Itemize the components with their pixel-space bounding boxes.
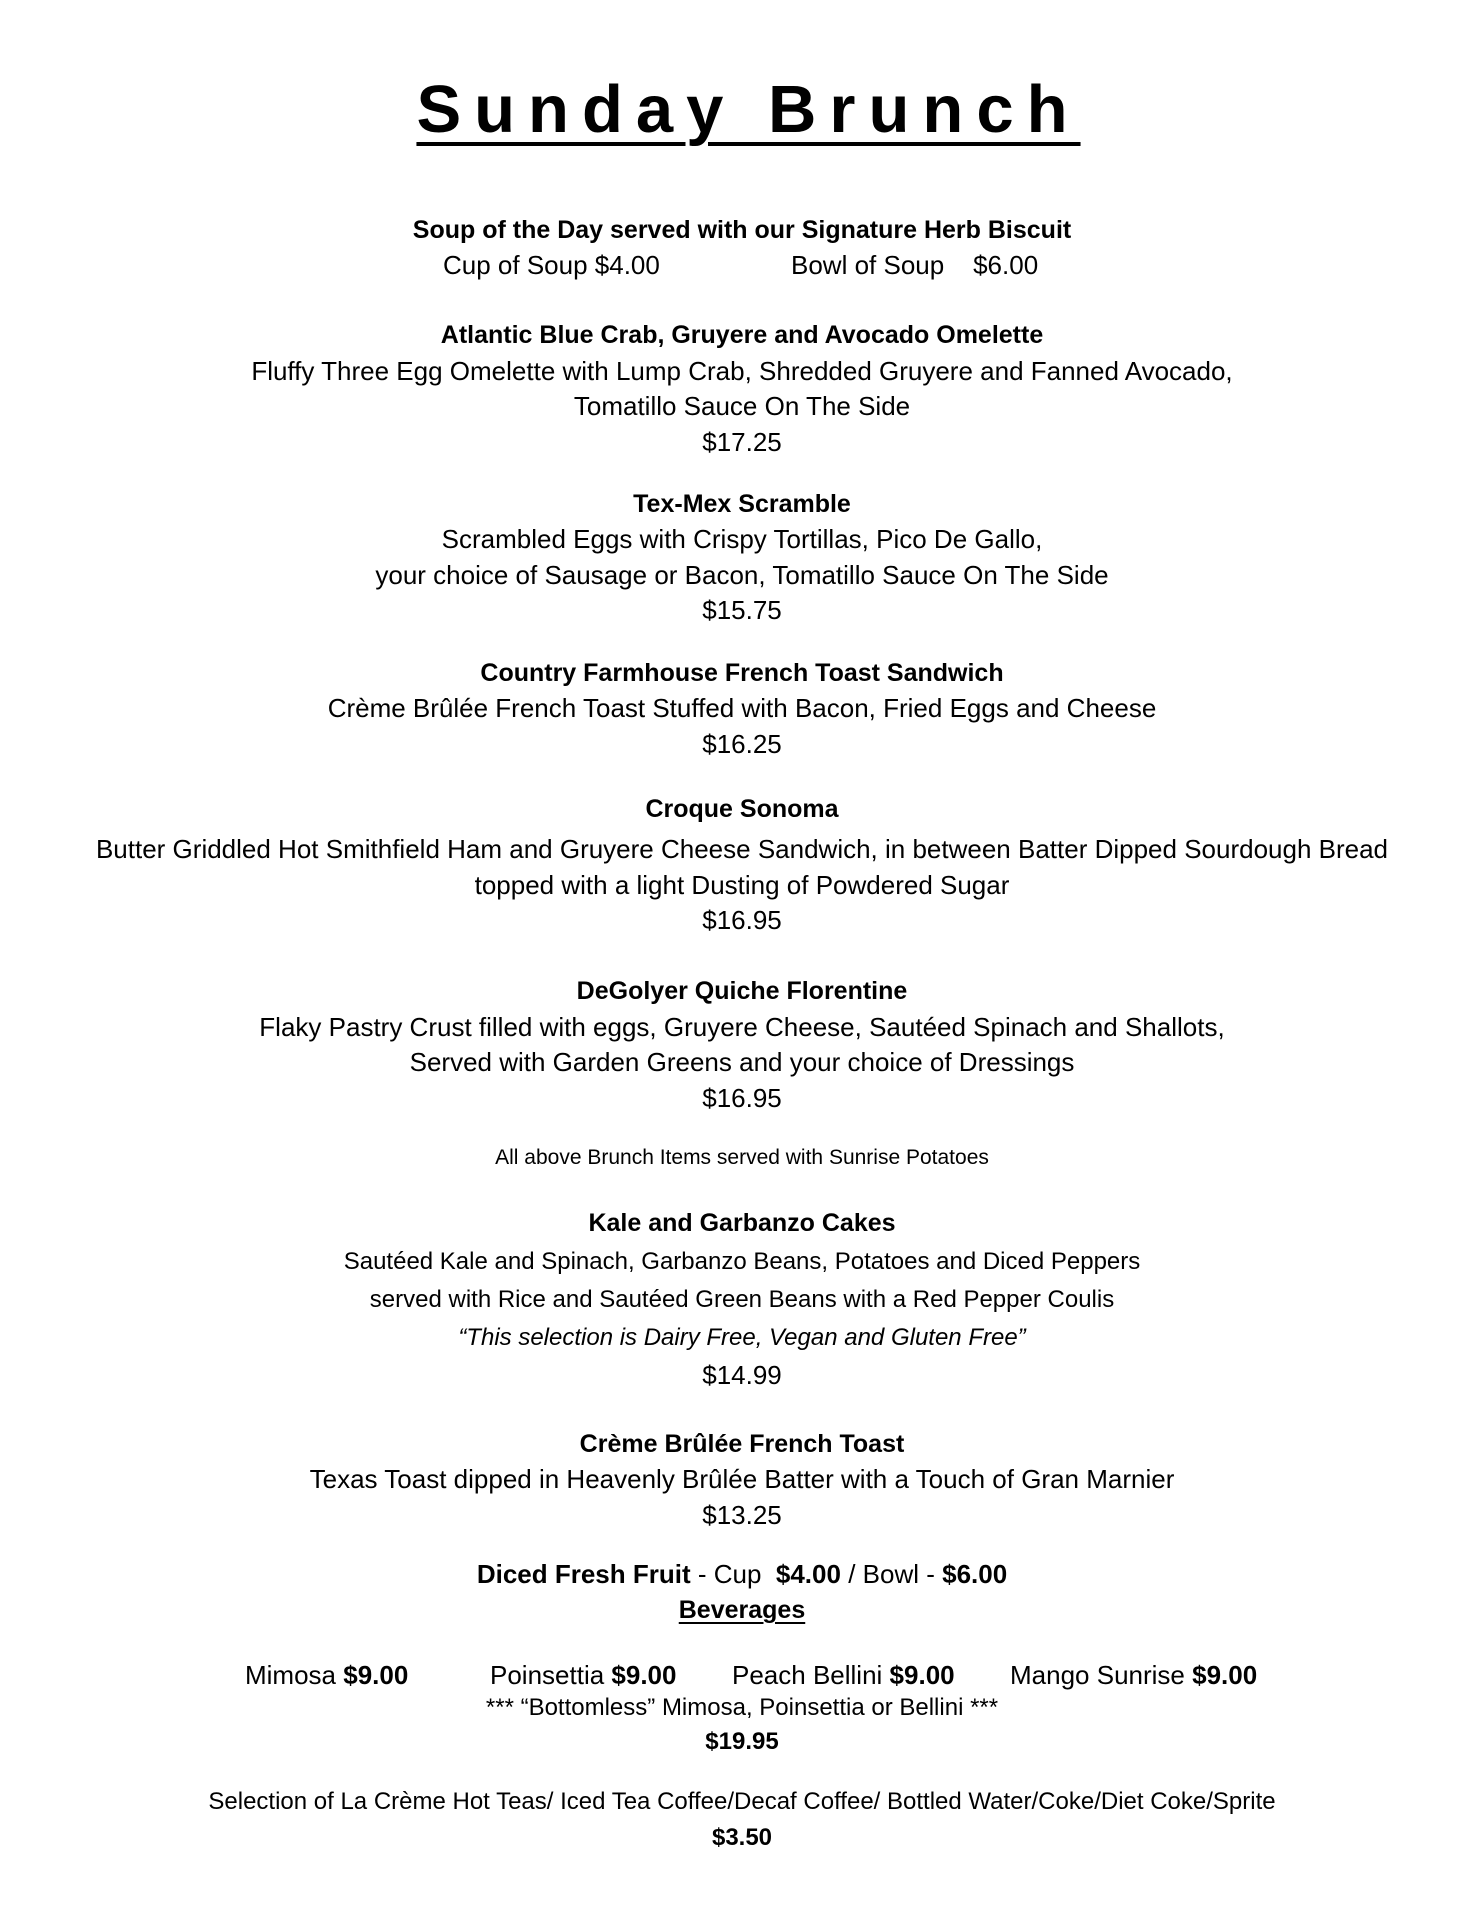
drink-poinsettia: Poinsettia $9.00	[490, 1660, 677, 1690]
item-name: Tex-Mex Scramble	[633, 490, 851, 518]
bowl-of-soup-price: Bowl of Soup $6.00	[791, 250, 1039, 280]
other-beverages: Selection of La Crème Hot Teas/ Iced Tea Coffee/Decaf Coffee/ Bottled Water/Coke/Diet Coke/Sprite	[208, 1788, 1276, 1815]
fruit-cup-price: $4.00	[775, 1559, 841, 1589]
item-description: Fluffy Three Egg Omelette with Lump Crab, Shredded Gruyere and Fanned Avocado,	[251, 356, 1233, 386]
potatoes-note: All above Brunch Items served with Sunrise Potatoes	[495, 1146, 989, 1169]
beverages-heading: Beverages	[678, 1596, 806, 1624]
bottomless-price: $19.95	[705, 1728, 779, 1755]
item-description: served with Rice and Sautéed Green Beans with a Red Pepper Coulis	[369, 1286, 1115, 1313]
item-description: Crème Brûlée French Toast Stuffed with Bacon, Fried Eggs and Cheese	[327, 693, 1157, 723]
item-price: $14.99	[702, 1360, 782, 1390]
item-price: $16.95	[702, 905, 782, 935]
item-price: $15.75	[702, 595, 782, 625]
item-price: $13.25	[702, 1500, 782, 1530]
fruit-bowl-label: / Bowl -	[840, 1559, 943, 1589]
cup-of-soup-price: Cup of Soup $4.00	[443, 250, 660, 280]
menu-title: Sunday Brunch	[416, 72, 1081, 147]
item-description: Scrambled Eggs with Crispy Tortillas, Pico De Gallo,	[441, 524, 1043, 554]
fruit-bowl-price: $6.00	[942, 1559, 1008, 1589]
drink-peach-bellini: Peach Bellini $9.00	[732, 1660, 955, 1690]
item-description: Flaky Pastry Crust filled with eggs, Gruyere Cheese, Sautéed Spinach and Shallots,	[259, 1012, 1225, 1042]
drink-mimosa: Mimosa $9.00	[245, 1660, 409, 1690]
item-price: $16.25	[702, 729, 782, 759]
item-description: Served with Garden Greens and your choice of Dressings	[409, 1047, 1075, 1077]
fruit-line	[0, 1557, 1484, 1591]
item-name: Crème Brûlée French Toast	[579, 1430, 905, 1458]
item-description: Butter Griddled Hot Smithfield Ham and Gruyere Cheese Sandwich, in between Batter Dipped Sourdough Bread	[95, 834, 1389, 864]
item-name: DeGolyer Quiche Florentine	[576, 977, 908, 1005]
bottomless-offer: *** “Bottomless” Mimosa, Poinsettia or Bellini ***	[485, 1694, 999, 1721]
dietary-note: “This selection is Dairy Free, Vegan and Gluten Free”	[458, 1324, 1026, 1351]
item-description: topped with a light Dusting of Powdered Sugar	[474, 870, 1010, 900]
soup-heading: Soup of the Day served with our Signature Herb Biscuit	[412, 216, 1072, 244]
drink-mango-sunrise: Mango Sunrise $9.00	[1010, 1660, 1258, 1690]
item-description: Tomatillo Sauce On The Side	[573, 391, 911, 421]
item-price: $16.95	[702, 1083, 782, 1113]
fruit-cup-label: - Cup	[690, 1559, 776, 1589]
other-beverages-price: $3.50	[711, 1824, 773, 1851]
item-name: Kale and Garbanzo Cakes	[588, 1209, 896, 1237]
item-price: $17.25	[702, 427, 782, 457]
item-name: Croque Sonoma	[645, 795, 839, 823]
item-description: Sautéed Kale and Spinach, Garbanzo Beans, Potatoes and Diced Peppers	[343, 1248, 1141, 1275]
item-description: Texas Toast dipped in Heavenly Brûlée Batter with a Touch of Gran Marnier	[309, 1464, 1175, 1494]
fruit-name: Diced Fresh Fruit	[476, 1559, 691, 1589]
item-name: Atlantic Blue Crab, Gruyere and Avocado Omelette	[440, 321, 1044, 349]
item-name: Country Farmhouse French Toast Sandwich	[480, 659, 1004, 687]
item-description: your choice of Sausage or Bacon, Tomatillo Sauce On The Side	[375, 560, 1109, 590]
